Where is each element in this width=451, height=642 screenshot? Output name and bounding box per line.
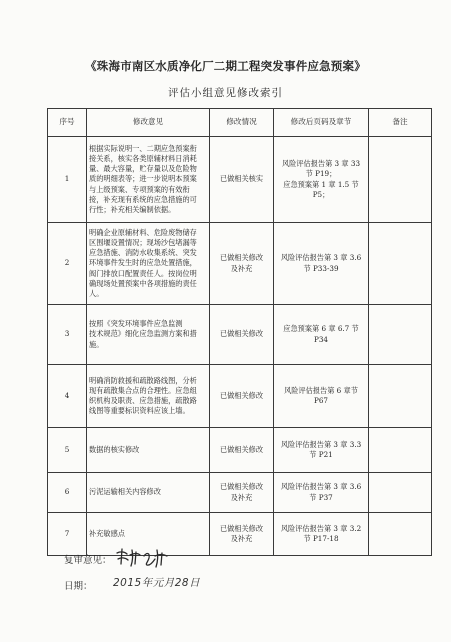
cell-location-line: P5；: [312, 189, 330, 199]
cell-opinion-line: 量、最大容量，贮存量以及危险物: [89, 164, 197, 174]
cell-seq: 6: [48, 473, 87, 513]
cell-opinion-line: 明确企业原辅材料、危险废物储存: [89, 227, 197, 237]
cell-seq: 3: [48, 305, 87, 365]
cell-opinion-line: 应急措施、消防水收集系统、突发: [89, 248, 197, 258]
cell-opinion-line: 阀门排放口配置责任人。按岗位明: [89, 268, 197, 278]
cell-location-line: 风险评估报告第 3 章 3.2: [280, 523, 362, 533]
table-row: [48, 305, 432, 365]
cell-location: [274, 137, 369, 223]
cell-opinion-line: 污泥运输相关内容修改: [89, 487, 161, 497]
cell-opinion-line: 线图等重要标识资料应该上墙。: [89, 406, 190, 416]
cell-opinion-line: 技术规范》细化应急监测方案和措: [89, 329, 197, 339]
cell-opinion-line: 与上级预案、专项预案的有效衔: [89, 184, 190, 194]
table-row: [48, 365, 432, 428]
cell-opinion-line: 环境事件发生时的应急处置措施，: [89, 258, 197, 268]
cell-status-line: 已做相关修改: [219, 329, 264, 339]
header-note: 备注: [369, 109, 432, 137]
cell-status-line: 及补充: [230, 534, 253, 543]
header-status: 修改情况: [210, 109, 274, 137]
cell-seq: 4: [48, 365, 87, 428]
document-title: 《珠海市南区水质净化厂二期工程突发事件应急预案》: [85, 59, 366, 73]
cell-location-line: 风险评估报告第 3 章 3.6: [280, 253, 362, 263]
cell-opinion-line: 按照《突发环境事件应急监测: [89, 319, 183, 329]
table-row: [48, 513, 432, 556]
cell-opinion-line: 织机构及职责、应急措施，疏散路: [89, 396, 197, 405]
cell-opinion-line: 质的明细表等；进一步说明本预案: [89, 174, 197, 184]
cell-status-line: 已做相关修改: [219, 523, 264, 533]
cell-opinion: [87, 223, 210, 305]
revision-index-table: [47, 108, 432, 556]
cell-note: [369, 305, 432, 365]
cell-opinion: [87, 137, 210, 223]
cell-status-line: 已做相关修改: [219, 482, 264, 492]
cell-status-line: 已做相关修改: [219, 390, 264, 400]
cell-location: [274, 365, 369, 428]
table-row: [48, 223, 432, 305]
cell-opinion-line: 明确消防救援和疏散路线图，分析: [89, 375, 197, 385]
cell-location-line: P34: [314, 334, 328, 344]
cell-note: [369, 223, 432, 305]
cell-status: [210, 473, 274, 513]
handwritten-signature: [113, 544, 173, 570]
table-row: [48, 137, 432, 223]
cell-status-line: 已做相关修改: [219, 444, 264, 454]
table-row: [48, 428, 432, 473]
document-subtitle: 评估小组意见修改索引: [168, 87, 283, 99]
cell-seq: 2: [48, 223, 87, 305]
cell-location-line: P67: [314, 396, 328, 405]
cell-location-line: 应急预案第 6 章 6.7 节: [283, 324, 359, 334]
cell-note: [369, 428, 432, 473]
cell-location: [274, 223, 369, 305]
cell-location-line: 应急预案第 1 章 1.5 节: [283, 179, 359, 189]
cell-location-line: 风险评估报告第 3 章 3.6: [280, 482, 362, 492]
cell-opinion-line: 区围堰设置情况；现场沙包堵漏等: [89, 237, 197, 247]
cell-status-line: 及补充: [230, 263, 253, 273]
review-opinion-label: 复审意见：: [64, 555, 112, 566]
cell-seq: 5: [48, 428, 87, 473]
cell-status: [210, 365, 274, 428]
header-seq: 序号: [48, 109, 87, 137]
table-body: [48, 137, 432, 556]
cell-status: [210, 428, 274, 473]
cell-location-line: 节 P21: [309, 450, 333, 459]
cell-seq: 7: [48, 513, 87, 556]
cell-location-line: 节 P37: [309, 492, 333, 502]
cell-status-line: 已做相关核实: [219, 174, 264, 184]
cell-status: [210, 137, 274, 223]
cell-note: [369, 137, 432, 223]
cell-opinion-line: 现有疏散集合点的合理性。应急组: [89, 385, 197, 395]
cell-location: [274, 428, 369, 473]
cell-status-line: 及补充: [230, 492, 253, 502]
cell-seq: 1: [48, 137, 87, 223]
cell-status-line: 已做相关修改: [219, 253, 264, 263]
cell-opinion: [87, 365, 210, 428]
cell-location: [274, 513, 369, 556]
cell-opinion-line: 补充敏感点: [89, 528, 125, 538]
cell-location-line: 节 P33-39: [303, 263, 339, 273]
handwritten-date: 2015年元月28日: [113, 577, 201, 589]
cell-location-line: 节 P19；: [305, 169, 337, 179]
cell-location: [274, 473, 369, 513]
date-label: 日期：: [64, 581, 93, 592]
cell-opinion-line: 施。: [89, 339, 104, 349]
cell-note: [369, 365, 432, 428]
cell-location-line: 风险评估报告第 3 章 33: [281, 159, 361, 169]
header-location: 修改后页码及章节: [274, 109, 369, 137]
cell-opinion-line: 接关系，核实各类原辅材料日消耗: [89, 153, 197, 163]
cell-opinion-line: 行性；补充相关编制依据。: [89, 205, 176, 214]
cell-location-line: 风险评估报告第 6 章节: [284, 385, 358, 395]
cell-opinion-line: 数据的核实修改: [89, 444, 140, 454]
cell-opinion-line: 根据实际说明一、二期应急预案衔: [89, 143, 197, 153]
header-opinion: 修改意见: [87, 109, 210, 137]
table-row: [48, 473, 432, 513]
cell-location: [274, 305, 369, 365]
cell-location-line: 风险评估报告第 3 章 3.3: [280, 439, 362, 449]
cell-opinion-line: 人。: [89, 289, 104, 298]
cell-note: [369, 513, 432, 556]
cell-opinion: [87, 305, 210, 365]
cell-opinion-line: 确现场处置预案中各项措施的责任: [89, 278, 197, 288]
cell-opinion: [87, 428, 210, 473]
cell-opinion-line: 接，补充现有系统的应急措施的可: [89, 194, 197, 204]
cell-location-line: 节 P17-18: [303, 534, 339, 543]
cell-opinion: [87, 473, 210, 513]
table-header-row: [48, 109, 432, 137]
cell-status: [210, 223, 274, 305]
cell-status: [210, 305, 274, 365]
cell-note: [369, 473, 432, 513]
cell-status: [210, 513, 274, 556]
